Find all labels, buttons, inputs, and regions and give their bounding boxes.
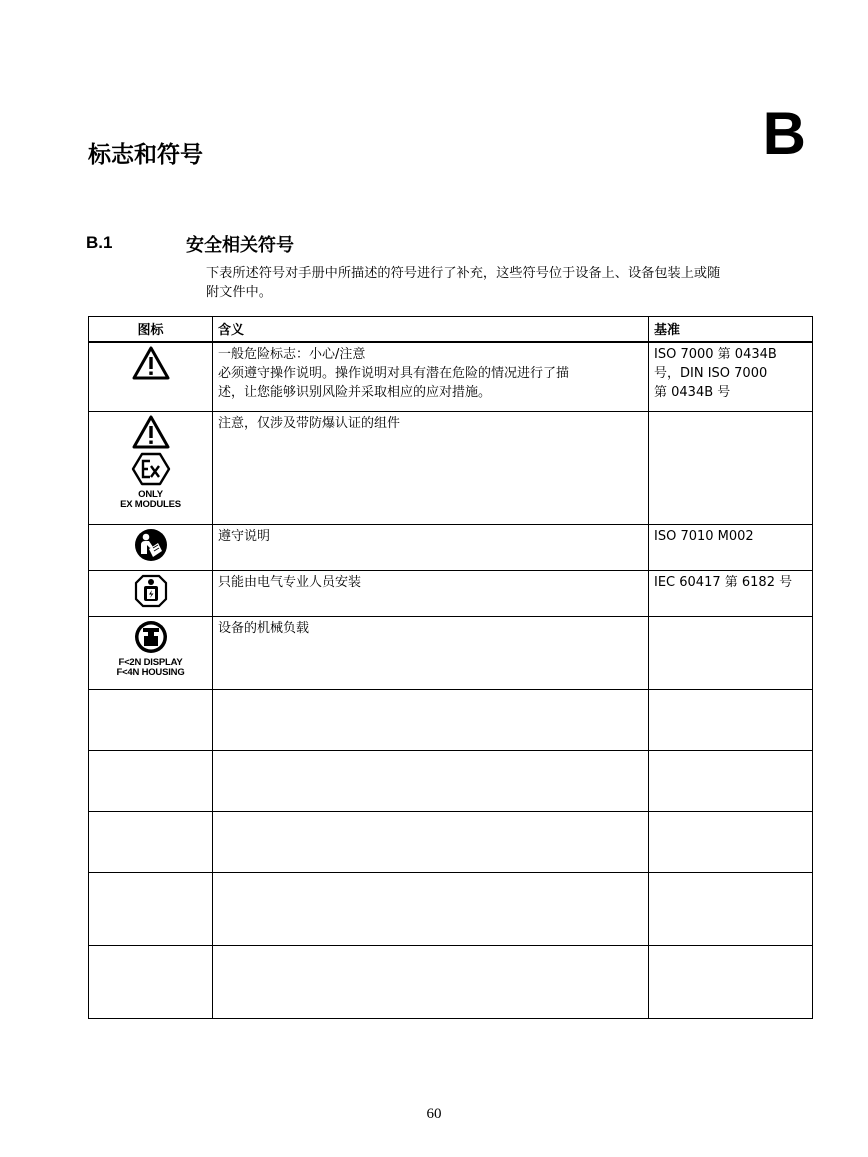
table-row — [89, 342, 813, 411]
icon-cell — [89, 411, 213, 524]
meaning-text-2: 述，让您能够识别风险并采取相应的应对措施。 — [218, 385, 492, 400]
table-row — [89, 570, 813, 616]
warning-triangle-icon — [94, 345, 207, 381]
standard-text-1: ISO 7000 第 0434B — [654, 347, 777, 362]
meaning-cell — [213, 411, 649, 524]
symbols-table — [88, 316, 813, 1019]
standard-text: ISO 7010 M002 — [654, 528, 754, 544]
empty-cell — [649, 945, 813, 1018]
warning-ex-icon — [94, 414, 207, 450]
icon-cell — [89, 342, 213, 411]
icon-cell — [89, 524, 213, 570]
header-meaning: 含义 — [213, 317, 649, 343]
meaning-cell — [213, 524, 649, 570]
table-row — [89, 616, 813, 689]
ex-hexagon-icon — [94, 452, 207, 486]
table-row — [89, 411, 813, 524]
empty-cell — [213, 689, 649, 750]
empty-cell — [89, 872, 213, 945]
standard-text: IEC 60417 第 6182 号 — [654, 574, 793, 590]
empty-cell — [649, 750, 813, 811]
empty-cell — [89, 689, 213, 750]
standard-cell — [649, 524, 813, 570]
electrician-icon — [94, 573, 207, 609]
standard-cell — [649, 616, 813, 689]
meaning-cell — [213, 616, 649, 689]
meaning-title: 一般危险标志：小心/注意 — [218, 347, 366, 362]
empty-cell — [89, 945, 213, 1018]
empty-cell — [89, 811, 213, 872]
meaning-text-1: 必须遵守操作说明。操作说明对具有潜在危险的情况进行了描 — [218, 366, 570, 381]
icon-cell — [89, 616, 213, 689]
empty-cell — [649, 872, 813, 945]
icon-cell — [89, 570, 213, 616]
read-manual-icon — [94, 527, 207, 563]
empty-cell — [213, 945, 649, 1018]
standard-text-2: 号，DIN ISO 7000 — [654, 366, 768, 381]
section-number: B.1 — [86, 233, 113, 252]
empty-cell — [649, 811, 813, 872]
intro-line-2: 附文件中。 — [206, 285, 272, 300]
empty-table-row — [89, 945, 813, 1018]
empty-cell — [649, 689, 813, 750]
meaning-cell — [213, 342, 649, 411]
header-icon: 图标 — [89, 317, 213, 343]
standard-cell — [649, 342, 813, 411]
meaning-cell — [213, 570, 649, 616]
icon-caption-2: EX MODULES — [120, 498, 181, 510]
table-row — [89, 524, 813, 570]
empty-table-row — [89, 872, 813, 945]
standard-text-3: 第 0434B 号 — [654, 385, 731, 400]
meaning-text: 只能由电气专业人员安装 — [218, 574, 362, 590]
intro-line-1: 下表所述符号对手册中所描述的符号进行了补充，这些符号位于设备上、设备包装上或随 — [206, 266, 721, 281]
intro-paragraph — [206, 264, 814, 302]
section-title: 安全相关符号 — [186, 235, 294, 256]
standard-cell — [649, 570, 813, 616]
icon-caption-2: F<4N HOUSING — [116, 666, 185, 678]
meaning-text: 注意，仅涉及带防爆认证的组件 — [218, 415, 401, 431]
page-number: 60 — [426, 1106, 442, 1122]
empty-table-row — [89, 750, 813, 811]
empty-cell — [89, 750, 213, 811]
header-standard: 基准 — [649, 317, 813, 343]
empty-table-row — [89, 689, 813, 750]
meaning-text: 设备的机械负载 — [218, 620, 310, 636]
meaning-text: 遵守说明 — [218, 528, 271, 544]
empty-cell — [213, 750, 649, 811]
empty-cell — [213, 811, 649, 872]
standard-cell — [649, 411, 813, 524]
icon-caption-1: ONLY — [138, 488, 163, 500]
mechanical-load-icon — [94, 619, 207, 655]
table-header-row — [89, 317, 813, 343]
empty-table-row — [89, 811, 813, 872]
chapter-title: 标志和符号 — [88, 142, 203, 168]
icon-caption-1: F<2N DISPLAY — [118, 656, 183, 668]
chapter-letter: B — [762, 100, 806, 167]
empty-cell — [213, 872, 649, 945]
